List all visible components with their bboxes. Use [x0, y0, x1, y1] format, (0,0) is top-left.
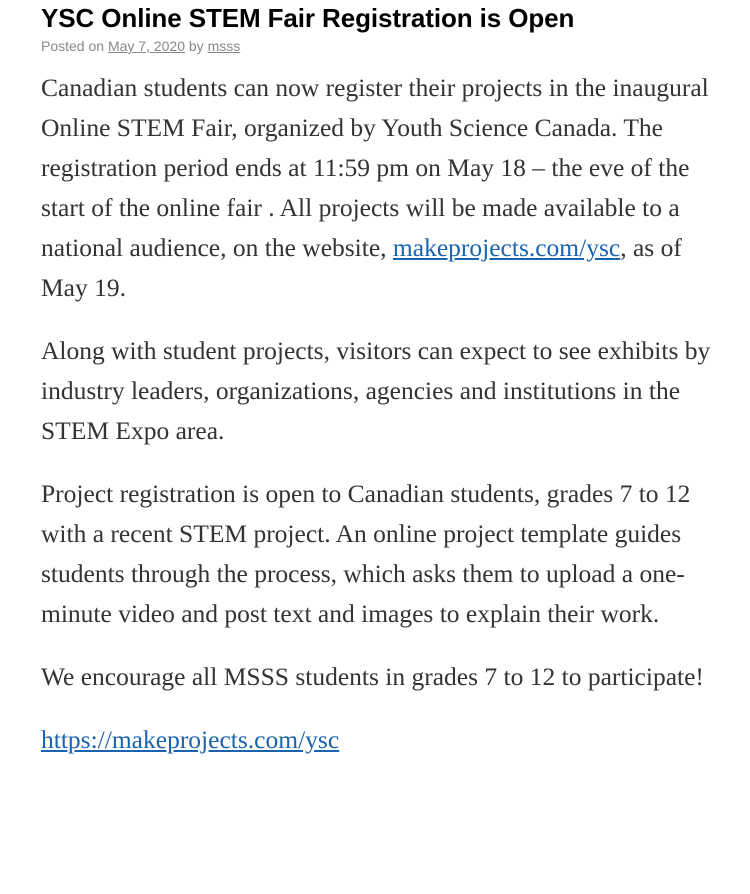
post-meta: [41, 37, 731, 55]
posted-on-label: Posted on: [41, 38, 108, 54]
paragraph-final-link: [41, 720, 731, 760]
paragraph-encourage: We encourage all MSSS students in grades 7 to 12 to participate!: [41, 662, 704, 691]
paragraph-text: Canadian students can now register their projects in the inaugural Online STEM Fair, organized by Youth Science Canada. The registration period ends at 11:59 pm on May 18 – the eve of the start of the online fair . All projects will be made available to a national audience, on the website,: [41, 73, 709, 262]
paragraph-expo: Along with student projects, visitors can expect to see exhibits by industry leaders, organizations, agencies and institutions in the STEM Expo area.: [41, 336, 711, 445]
paragraph-registration: [41, 68, 731, 308]
makeprojects-link[interactable]: makeprojects.com/ysc: [392, 233, 621, 262]
blog-post: [41, 0, 731, 760]
author-link[interactable]: msss: [207, 38, 241, 54]
makeprojects-url-link[interactable]: https://makeprojects.com/ysc: [41, 725, 340, 754]
paragraph-eligibility: Project registration is open to Canadian students, grades 7 to 12 with a recent STEM project. An online project template guides students through the process, which asks them to upload a one-minute video and post text and images to explain their work.: [41, 479, 691, 628]
post-date-link[interactable]: May 7, 2020: [107, 38, 185, 54]
paragraph-text-end: , as of May 19.: [41, 233, 682, 302]
post-title: YSC Online STEM Fair Registration is Open: [41, 3, 575, 33]
by-label: by: [185, 38, 208, 54]
post-content: [41, 68, 731, 760]
